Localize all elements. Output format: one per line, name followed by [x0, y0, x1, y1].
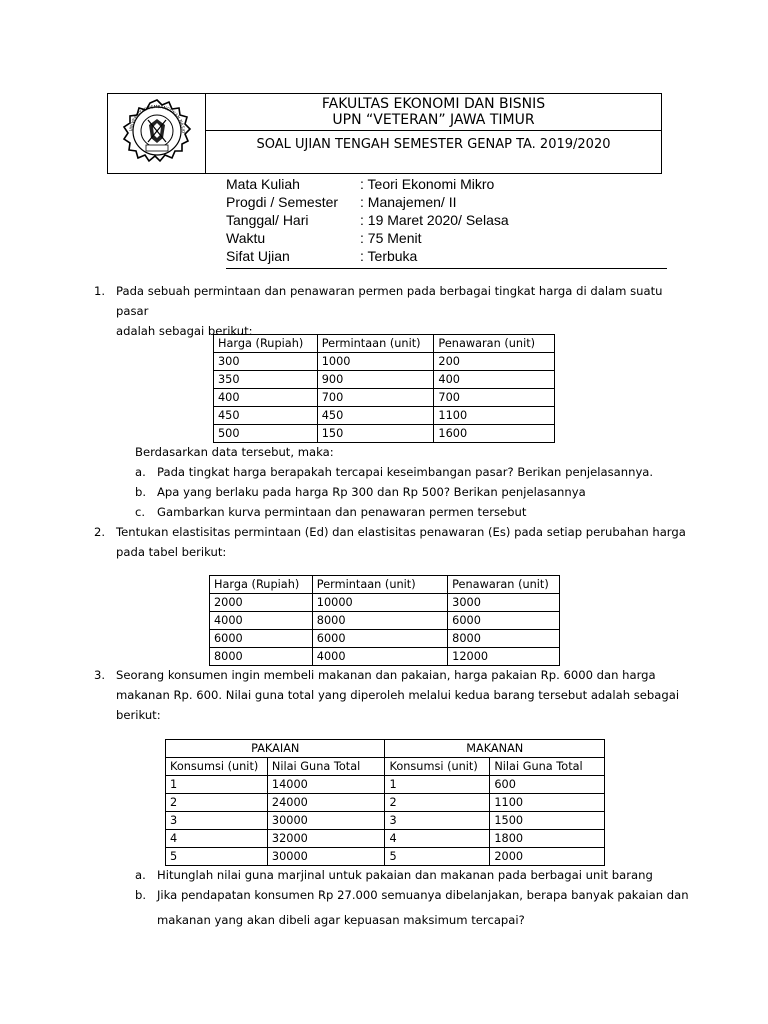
exam-header: [107, 93, 662, 174]
table-cell: 400: [214, 389, 318, 407]
table-cell: 700: [317, 389, 434, 407]
table-row: [166, 812, 605, 830]
table-row: [214, 407, 555, 425]
table-cell: 150: [317, 425, 434, 443]
table-cell: 200: [434, 353, 555, 371]
svg-text:UNIVERSITAS PEMBANGUNAN NASION: UNIVERSITAS PEMBANGUNAN NASIO: [128, 103, 187, 134]
table-cell: 450: [214, 407, 318, 425]
sub-text: Pada tingkat harga berapakah tercapai keseimbangan pasar? Berikan penjelasannya.: [157, 465, 654, 479]
info-row: [226, 247, 667, 265]
table-cell: 2000: [210, 594, 313, 612]
table-row: [210, 630, 560, 648]
table-group-header: MAKANAN: [385, 740, 605, 758]
table-cell: 1100: [434, 407, 555, 425]
question-text: Pada sebuah permintaan dan penawaran permen pada berbagai tingkat harga di dalam suatu pasar: [116, 284, 663, 318]
info-label: Mata Kuliah: [226, 176, 300, 192]
table-group-header: PAKAIAN: [166, 740, 385, 758]
sub-letter: b.: [135, 888, 147, 902]
question-number: 3.: [94, 668, 106, 682]
table-cell: 300: [214, 353, 318, 371]
course-info: [226, 175, 667, 269]
table-header-row: [166, 758, 605, 776]
table-cell: 2: [166, 794, 268, 812]
table-cell: 2000: [490, 848, 605, 866]
table-header: Konsumsi (unit): [385, 758, 490, 776]
info-label: Tanggal/ Hari: [226, 212, 309, 228]
table-cell: 6000: [448, 612, 560, 630]
table-cell: 450: [317, 407, 434, 425]
sub-text: Hitunglah nilai guna marjinal untuk pakaian dan makanan pada berbagai unit barang: [157, 868, 653, 882]
table-row: [214, 371, 555, 389]
faculty-name: FAKULTAS EKONOMI DAN BISNIS: [321, 96, 546, 112]
table-cell: 24000: [267, 794, 385, 812]
table-cell: 4000: [312, 648, 447, 666]
table-cell: 4: [385, 830, 490, 848]
info-row: [226, 175, 667, 193]
table-row: [166, 848, 605, 866]
table-cell: 4000: [210, 612, 313, 630]
question-text: adalah sebagai berikut:: [116, 324, 253, 338]
logo-cell: [108, 94, 206, 173]
question-3: [94, 665, 694, 725]
info-value: : 19 Maret 2020/ Selasa: [360, 212, 509, 228]
table-row: [166, 776, 605, 794]
info-row: [226, 211, 667, 229]
sub-letter: c.: [135, 505, 146, 519]
table-cell: 1: [385, 776, 490, 794]
table-cell: 30000: [267, 848, 385, 866]
table-row: [214, 353, 555, 371]
table-cell: 1500: [490, 812, 605, 830]
table-cell: 900: [317, 371, 434, 389]
info-row: [226, 193, 667, 211]
table-header: Penawaran (unit): [448, 576, 560, 594]
title-cell: [206, 94, 661, 173]
table-cell: 1: [166, 776, 268, 794]
table-header: Permintaan (unit): [312, 576, 447, 594]
table-cell: 4: [166, 830, 268, 848]
table-cell: 2: [385, 794, 490, 812]
sub-text: Apa yang berlaku pada harga Rp 300 dan Rp 500? Berikan penjelasannya: [157, 485, 586, 499]
question-text: Seorang konsumen ingin membeli makanan dan pakaian, harga pakaian Rp. 6000 dan harga: [116, 668, 656, 682]
table-cell: 12000: [448, 648, 560, 666]
table-cell: 1800: [490, 830, 605, 848]
q1-sub-a: [135, 462, 653, 482]
table-cell: 5: [166, 848, 268, 866]
q3-table: [165, 739, 605, 866]
table-cell: 3000: [448, 594, 560, 612]
table-row: [166, 830, 605, 848]
sub-letter: a.: [135, 465, 146, 479]
table-cell: 3: [166, 812, 268, 830]
table-header-row: [214, 335, 555, 353]
table-cell: 6000: [312, 630, 447, 648]
exam-title: SOAL UJIAN TENGAH SEMESTER GENAP TA. 2019/2020: [256, 137, 611, 152]
sub-letter: a.: [135, 868, 146, 882]
table-cell: 5: [385, 848, 490, 866]
info-label: Sifat Ujian: [226, 248, 290, 264]
table-cell: 1000: [317, 353, 434, 371]
table-cell: 1100: [490, 794, 605, 812]
table-header: Harga (Rupiah): [210, 576, 313, 594]
info-label: Waktu: [226, 230, 266, 246]
table-cell: 8000: [312, 612, 447, 630]
info-label: Progdi / Semester: [226, 194, 339, 210]
table-row: [210, 648, 560, 666]
q1-sub-c: [135, 502, 526, 522]
table-row: [166, 794, 605, 812]
q1-table: [213, 334, 555, 443]
table-cell: 400: [434, 371, 555, 389]
table-cell: 1600: [434, 425, 555, 443]
sub-text: Jika pendapatan konsumen Rp 27.000 semuanya dibelanjakan, berapa banyak pakaian dan: [157, 888, 689, 902]
table-cell: 14000: [267, 776, 385, 794]
table-cell: 30000: [267, 812, 385, 830]
table-cell: 500: [214, 425, 318, 443]
table-header: Konsumsi (unit): [166, 758, 268, 776]
table-row: [214, 425, 555, 443]
table-header-row: [210, 576, 560, 594]
q3-sub-a: [135, 865, 653, 885]
q1-followup: Berdasarkan data tersebut, maka:: [135, 445, 334, 459]
question-text: pada tabel berikut:: [116, 545, 227, 559]
q1-sub-b: [135, 482, 586, 502]
title-top: [206, 94, 661, 131]
table-header: Harga (Rupiah): [214, 335, 318, 353]
question-1: [94, 281, 694, 341]
info-value: : Manajemen/ II: [360, 194, 457, 210]
info-value: : Terbuka: [360, 248, 418, 264]
question-text: Tentukan elastisitas permintaan (Ed) dan elastisitas penawaran (Es) pada setiap perubahan harga: [116, 525, 686, 539]
table-cell: 600: [490, 776, 605, 794]
table-header: Penawaran (unit): [434, 335, 555, 353]
info-value: : Teori Ekonomi Mikro: [360, 176, 495, 192]
table-cell: 6000: [210, 630, 313, 648]
q3-sub-b-continued: makanan yang akan dibeli agar kepuasan maksimum tercapai?: [157, 913, 525, 927]
table-cell: 10000: [312, 594, 447, 612]
sub-text: Gambarkan kurva permintaan dan penawaran permen tersebut: [157, 505, 527, 519]
table-cell: 700: [434, 389, 555, 407]
table-cell: 32000: [267, 830, 385, 848]
table-cell: 3: [385, 812, 490, 830]
table-row: [210, 612, 560, 630]
table-header: Permintaan (unit): [317, 335, 434, 353]
question-text: berikut:: [116, 708, 161, 722]
university-name: UPN “VETERAN” JAWA TIMUR: [332, 112, 535, 128]
q3-sub-b: [135, 885, 689, 905]
q2-table: [209, 575, 560, 666]
question-number: 2.: [94, 525, 106, 539]
table-header: Nilai Guna Total: [267, 758, 385, 776]
info-row: [226, 229, 667, 247]
table-cell: 8000: [448, 630, 560, 648]
table-row: [210, 594, 560, 612]
table-cell: 350: [214, 371, 318, 389]
university-logo: [122, 98, 192, 168]
question-2: [94, 522, 694, 562]
info-value: : 75 Menit: [360, 230, 422, 246]
sub-letter: b.: [135, 485, 147, 499]
table-row: [214, 389, 555, 407]
table-header: Nilai Guna Total: [490, 758, 605, 776]
table-cell: 8000: [210, 648, 313, 666]
question-text: makanan Rp. 600. Nilai guna total yang diperoleh melalui kedua barang tersebut adalah sebagai: [116, 688, 680, 702]
table-group-row: [166, 740, 605, 758]
question-number: 1.: [94, 284, 106, 298]
